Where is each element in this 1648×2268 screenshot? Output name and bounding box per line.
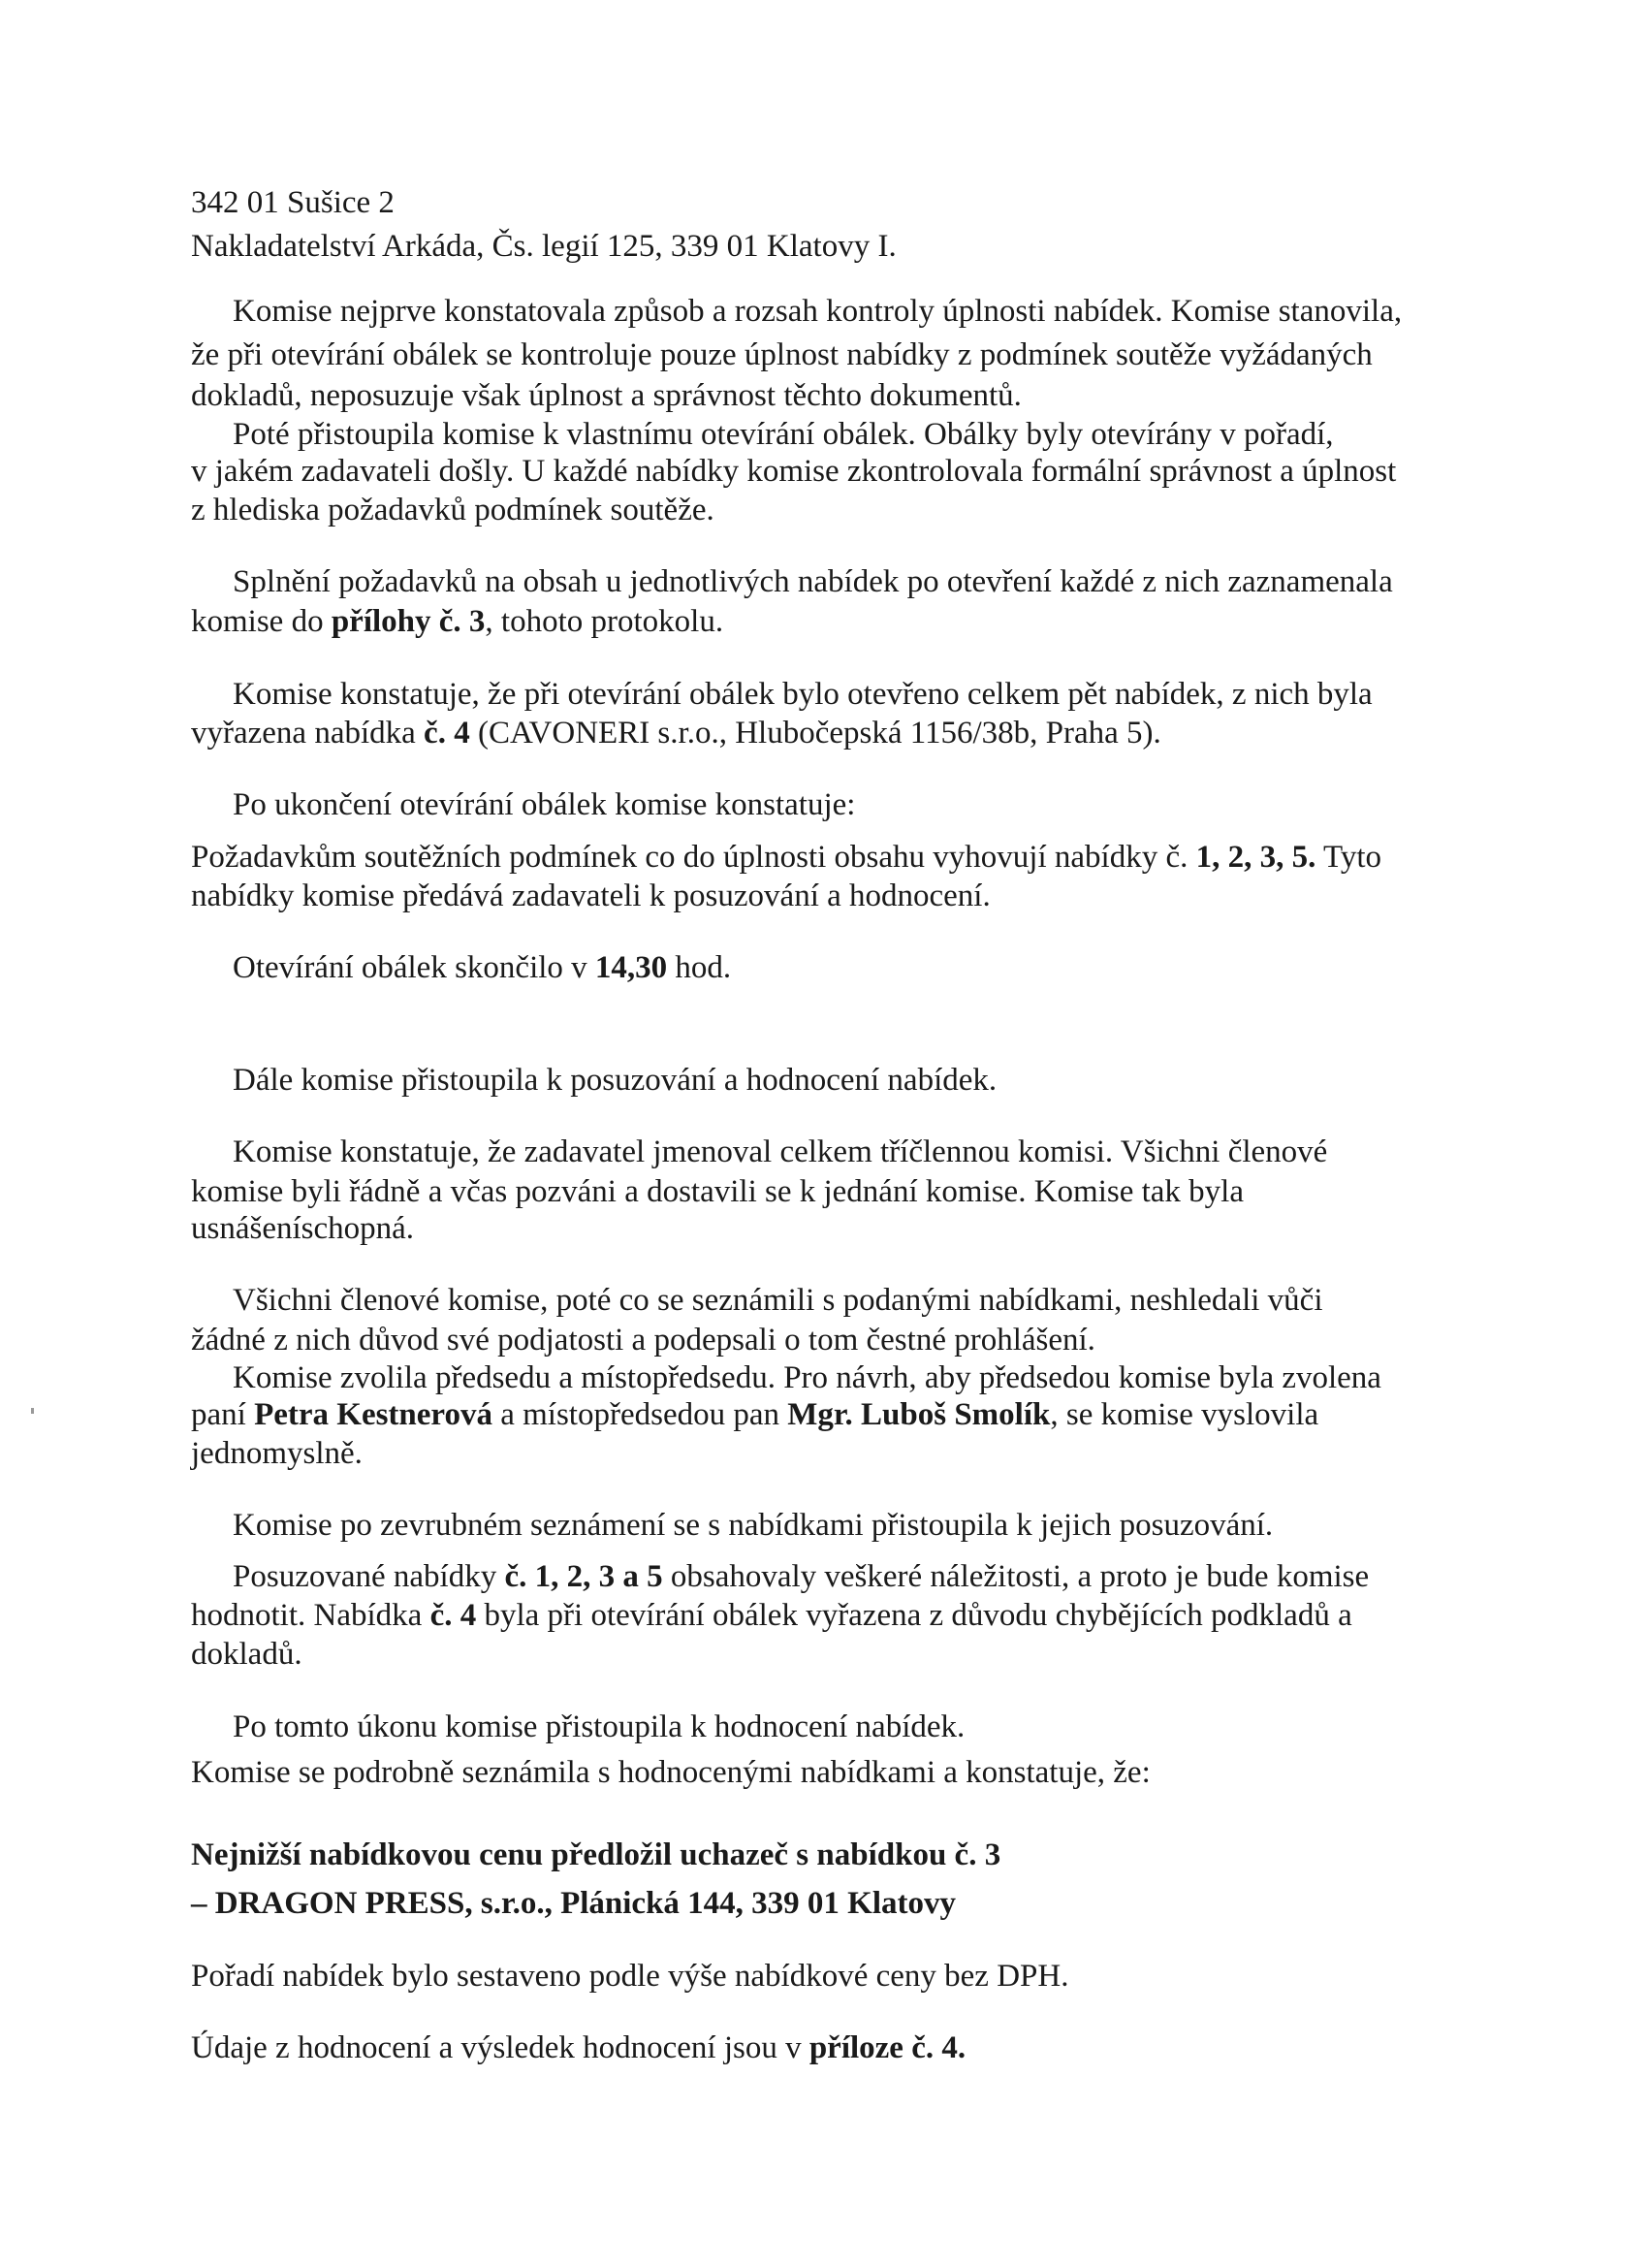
paragraph-line: Dále komise přistoupila k posuzování a hodnocení nabídek. — [233, 1063, 998, 1098]
text-run: komise do — [191, 604, 332, 639]
annex-reference: přílohy č. 3 — [331, 604, 486, 639]
vice-chairperson-name: Mgr. Luboš Smolík — [787, 1397, 1051, 1432]
address-line-1: 342 01 Sušice 2 — [191, 185, 395, 220]
paragraph-line: Komise nejprve konstatovala způsob a rozsah kontroly úplnosti nabídek. Komise stanovila, — [233, 294, 1403, 329]
paragraph-line — [191, 1600, 1352, 1632]
paragraph-line: žádné z nich důvod své podjatosti a podepsali o tom čestné prohlášení. — [191, 1323, 1095, 1358]
annex-reference: příloze č. 4. — [808, 2030, 967, 2065]
text-run: hodnotit. Nabídka — [191, 1598, 430, 1633]
text-run: Tyto — [1315, 840, 1382, 875]
paragraph-line: nabídky komise předává zadavateli k posuzování a hodnocení. — [191, 878, 991, 913]
bid-numbers: 1, 2, 3, 5. — [1195, 840, 1316, 875]
text-run: , se komise vyslovila — [1050, 1397, 1319, 1432]
bid-numbers: č. 1, 2, 3 a 5 — [504, 1559, 663, 1594]
winning-bid-line: Nejnižší nabídkovou cenu předložil uchazeč s nabídkou č. 3 — [191, 1837, 1001, 1872]
paragraph-line: Splnění požadavků na obsah u jednotlivých nabídek po otevření každé z nich zaznamenala — [233, 564, 1393, 599]
text-run: paní — [191, 1397, 255, 1432]
bid-number: č. 4 — [424, 716, 470, 751]
paragraph-line: Komise po zevrubném seznámení se s nabídkami přistoupila k jejich posuzování. — [233, 1508, 1274, 1543]
paragraph-line: usnášeníschopná. — [191, 1211, 415, 1246]
paragraph-line: z hlediska požadavků podmínek soutěže. — [191, 493, 714, 527]
paragraph-line — [191, 842, 1381, 874]
paragraph-line: Po ukončení otevírání obálek komise konstatuje: — [233, 787, 856, 822]
text-run: , tohoto protokolu. — [485, 604, 724, 639]
bid-number: č. 4 — [429, 1598, 477, 1633]
paragraph-line: komise byli řádně a včas pozváni a dostavili se k jednání komise. Komise tak byla — [191, 1174, 1244, 1209]
paragraph-line: Komise konstatuje, že při otevírání obálek bylo otevřeno celkem pět nabídek, z nich byla — [233, 677, 1373, 712]
text-run: vyřazena nabídka — [191, 716, 425, 751]
text-run: (CAVONERI s.r.o., Hlubočepská 1156/38b, Praha 5). — [469, 716, 1161, 751]
text-run: Otevírání obálek skončilo v — [233, 950, 595, 985]
text-run: Údaje z hodnocení a výsledek hodnocení jsou v — [191, 2030, 809, 2065]
paragraph-line: Všichni členové komise, poté co se seznámili s podanými nabídkami, neshledali vůči — [233, 1283, 1323, 1318]
paragraph-line — [233, 952, 731, 984]
paragraph-line — [191, 2032, 966, 2064]
paragraph-line: Komise zvolila předsedu a místopředsedu. Pro návrh, aby předsedou komise byla zvolena — [233, 1360, 1381, 1395]
chairperson-name: Petra Kestnerová — [254, 1397, 492, 1432]
address-line-2: Nakladatelství Arkáda, Čs. legií 125, 339 01 Klatovy I. — [191, 229, 897, 264]
paragraph-line: Komise se podrobně seznámila s hodnocenými nabídkami a konstatuje, že: — [191, 1755, 1151, 1790]
paragraph-line: Komise konstatuje, že zadavatel jmenoval celkem tříčlennou komisi. Všichni členové — [233, 1134, 1328, 1169]
paragraph-line: Po tomto úkonu komise přistoupila k hodnocení nabídek. — [233, 1709, 966, 1744]
paragraph-line: dokladů. — [191, 1637, 302, 1672]
text-run: a místopředsedou pan — [491, 1397, 788, 1432]
paragraph-line: Poté přistoupila komise k vlastnímu otevírání obálek. Obálky byly otevírány v pořadí, — [233, 417, 1334, 452]
text-run: Posuzované nabídky — [233, 1559, 505, 1594]
paragraph-line — [191, 718, 1161, 750]
paragraph-line: že při otevírání obálek se kontroluje pouze úplnost nabídky z podmínek soutěže vyžádaných — [191, 337, 1373, 372]
paragraph-line: jednomyslně. — [191, 1436, 363, 1471]
winning-bidder-line: – DRAGON PRESS, s.r.o., Plánická 144, 339 01 Klatovy — [191, 1886, 957, 1921]
paragraph-line — [191, 606, 723, 638]
paragraph-line: dokladů, neposuzuje však úplnost a správnost těchto dokumentů. — [191, 378, 1022, 413]
text-run: Požadavkům soutěžních podmínek co do úplnosti obsahu vyhovují nabídky č. — [191, 840, 1196, 875]
paragraph-line — [233, 1561, 1369, 1593]
paragraph-line: v jakém zadavateli došly. U každé nabídky komise zkontrolovala formální správnost a úplnost — [191, 454, 1397, 489]
text-run: obsahovaly veškeré náležitosti, a proto je bude komise — [662, 1559, 1370, 1594]
paragraph-line — [191, 1399, 1318, 1431]
closing-time: 14,30 — [594, 950, 668, 985]
text-run: hod. — [667, 950, 732, 985]
paragraph-line: Pořadí nabídek bylo sestaveno podle výše nabídkové ceny bez DPH. — [191, 1959, 1069, 1994]
scan-artifact — [31, 1408, 34, 1414]
text-run: byla při otevírání obálek vyřazena z důvodu chybějících podkladů a — [476, 1598, 1352, 1633]
